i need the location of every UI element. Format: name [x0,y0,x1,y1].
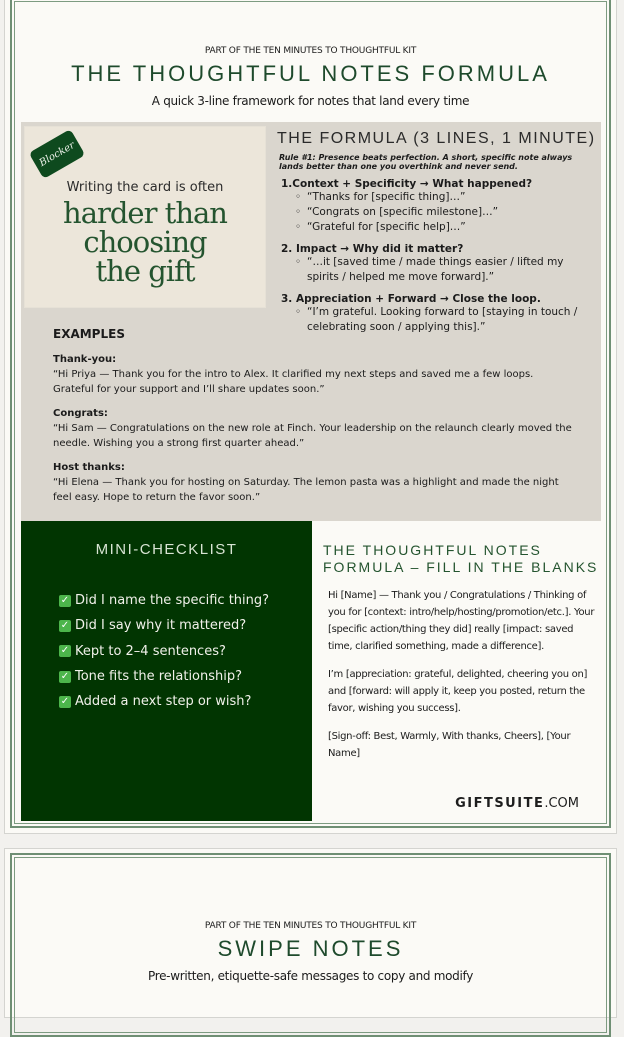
checklist-text: Did I say why it mattered? [75,618,247,634]
formula-section [277,130,597,335]
headline-line: choosing [83,225,207,259]
page-2 [4,848,617,1018]
checklist-item [59,613,269,638]
check-icon: ✓ [60,670,70,682]
fill-heading-line: THE THOUGHTFUL NOTES [323,542,542,558]
formula-heading: THE FORMULA (3 LINES, 1 MINUTE) [277,130,596,147]
checklist-item [59,639,269,664]
bullet: ◦ “…it [saved time / made things easier / lifted my spirits / helped me move forward].” [307,255,597,285]
example-label: Thank-you: [53,354,117,365]
fill-heading [323,542,598,576]
fill-paragraph: [Sign-off: Best, Warmly, With thanks, Cheers], [Your Name] [328,731,571,759]
fill-paragraph: I’m [appreciation: grateful, delighted, cheering you on] and [forward: will apply it, keep you posted, return the favor, wishing you success]. [328,669,588,714]
headline-line: the gift [95,254,195,288]
example-label: Congrats: [53,408,108,419]
fill-in-the-blanks [312,521,601,821]
kicker: PART OF THE TEN MINUTES TO THOUGHTFUL KIT [204,921,417,931]
example-text: “Hi Elena — Thank you for hosting on Saturday. The lemon pasta was a highlight and made the night feel easy. Hope to return the favor soon.” [53,477,559,503]
bullet: ◦ “Congrats on [specific milestone]…” [307,205,597,220]
bullet: ◦ “I’m grateful. Looking forward to [staying in touch / celebrating soon / applying this].” [307,305,597,335]
check-icon: ✓ [60,695,70,707]
example-label: Host thanks: [53,462,125,473]
check-icon: ✓ [60,619,70,631]
headline-line: harder than [63,196,227,230]
formula-panel [21,122,601,521]
checklist-heading: MINI-CHECKLIST [95,541,238,558]
page-title: SWIPE NOTES [217,936,404,961]
blocker-headline [25,196,265,288]
step-2: 2. Impact → Why did it matter? [281,243,464,255]
page-subtitle: Pre-written, etiquette-safe messages to copy and modify [147,969,473,983]
bullet: ◦ “Thanks for [specific thing]…” [307,190,597,205]
page-subtitle: A quick 3-line framework for notes that land every time [151,94,470,108]
step-3: 3. Appreciation + Forward → Close the loop. [281,293,541,305]
checklist-item [59,664,269,689]
mini-checklist [21,521,312,821]
examples-section [53,327,573,514]
examples-heading: EXAMPLES [53,327,125,341]
step-1: 1.Context + Specificity → What happened? [281,178,533,190]
fill-paragraph: Hi [Name] — Thank you / Congratulations / Thinking of you for [context: intro/help/hosting/promotion/etc.]. Your [specific action/thing they did] really [impact: saved time, clarified something, made a difference]. [328,590,595,652]
check-icon: ✓ [60,645,70,657]
example-text: “Hi Sam — Congratulations on the new role at Finch. Your leadership on the relaunch clearly moved the needle. Wishing you a strong first quarter ahead.” [53,423,572,449]
fill-heading-line: FORMULA – FILL IN THE BLANKS [323,559,599,575]
checklist-text: Added a next step or wish? [75,694,252,710]
blocker-tag: Blocker [29,129,86,179]
brand-name: GIFTSUITE [455,796,545,811]
checklist-text: Tone fits the relationship? [75,669,243,685]
rule-text: Rule #1: Presence beats perfection. A short, specific note always lands better than one you overthink and never send. [279,153,573,171]
page-1 [4,0,617,834]
checklist-item [59,689,269,714]
blocker-card [24,126,266,308]
check-icon: ✓ [60,594,70,606]
example-text: “Hi Priya — Thank you for the intro to Alex. It clarified my next steps and saved me a few loops. Grateful for your support and I’ll share updates soon.” [53,369,534,395]
kicker: PART OF THE TEN MINUTES TO THOUGHTFUL KIT [204,46,417,56]
brand-logo [455,796,579,811]
checklist-item [59,588,269,613]
brand-suffix: .COM [544,796,579,811]
page-title: THE THOUGHTFUL NOTES FORMULA [71,61,550,86]
bullet: ◦ “Grateful for [specific help]…” [307,220,597,235]
checklist-text: Did I name the specific thing? [75,593,270,609]
blocker-lead: Writing the card is often [66,180,224,195]
checklist-text: Kept to 2–4 sentences? [75,643,226,659]
